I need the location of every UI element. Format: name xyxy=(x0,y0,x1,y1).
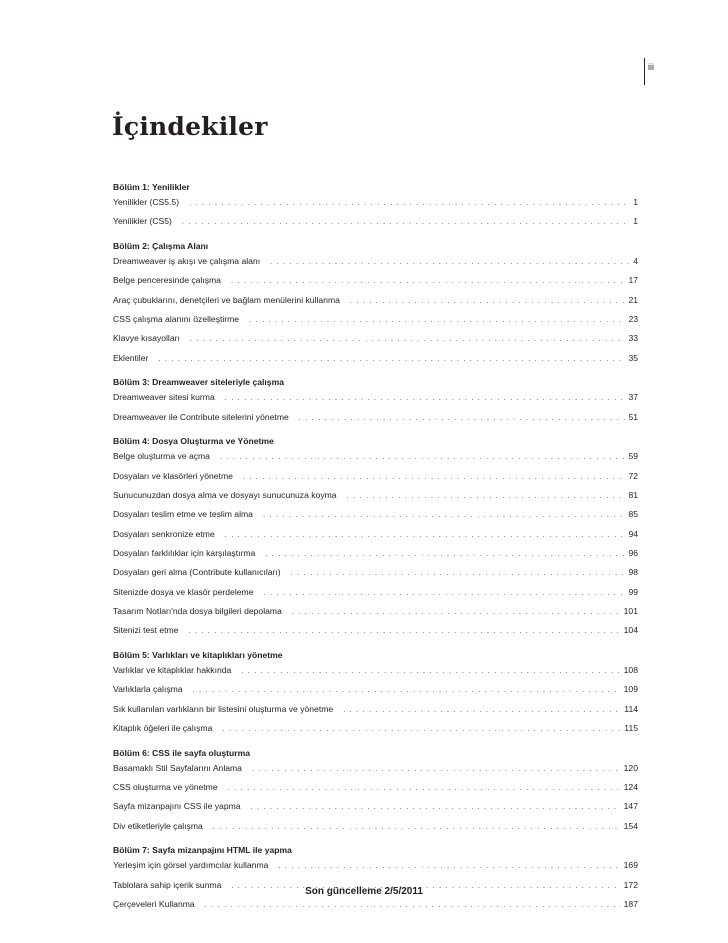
dot-leader xyxy=(292,603,621,622)
toc-entry[interactable] xyxy=(113,895,638,914)
toc-entry-label: Tasarım Notları'nda dosya bilgileri depolama xyxy=(113,605,282,616)
footer-last-updated: Son güncelleme 2/5/2011 xyxy=(305,886,423,897)
table-of-contents xyxy=(113,182,638,924)
toc-entry[interactable] xyxy=(113,856,638,875)
dot-leader xyxy=(343,701,621,720)
toc-entry-page-number: 72 xyxy=(628,470,638,481)
toc-entry-label: Yerleşim için görsel yardımcılar kullanma xyxy=(113,860,269,871)
toc-entry-label: Sunucunuzdan dosya alma ve dosyayı sunucunuza koyma xyxy=(113,490,337,501)
toc-entry-page-number: 94 xyxy=(628,528,638,539)
toc-entry-label: Dosyaları teslim etme ve teslim alma xyxy=(113,509,253,520)
toc-section xyxy=(113,845,638,914)
toc-entry[interactable] xyxy=(113,759,638,778)
toc-entry[interactable] xyxy=(113,447,638,466)
toc-entry-label: Dreamweaver ile Contribute sitelerini yönetme xyxy=(113,411,289,422)
toc-entry-label: Dosyaları farklılıklar için karşılaştırma xyxy=(113,547,256,558)
toc-entry-page-number: 4 xyxy=(633,256,638,267)
page-title: İçindekiler xyxy=(112,112,268,141)
dot-leader xyxy=(231,272,625,291)
toc-entry-page-number: 85 xyxy=(628,509,638,520)
toc-entry-page-number: 101 xyxy=(623,605,638,616)
toc-entry-label: Sitenizde dosya ve klasör perdeleme xyxy=(113,586,254,597)
toc-entry[interactable] xyxy=(113,291,638,310)
toc-entry[interactable] xyxy=(113,271,638,290)
toc-entry-page-number: 109 xyxy=(623,684,638,695)
toc-entry[interactable] xyxy=(113,525,638,544)
toc-section xyxy=(113,182,638,232)
dot-leader xyxy=(225,526,626,545)
dot-leader xyxy=(193,681,621,700)
toc-entry-label: CSS oluşturma ve yönetme xyxy=(113,781,218,792)
toc-entry-label: Sayfa mizanpajını CSS ile yapma xyxy=(113,801,241,812)
toc-entry-page-number: 187 xyxy=(623,898,638,909)
toc-entry-page-number: 154 xyxy=(623,820,638,831)
toc-entry[interactable] xyxy=(113,486,638,505)
dot-leader xyxy=(278,857,620,876)
toc-entry[interactable] xyxy=(113,544,638,563)
toc-entry-label: Basamaklı Stil Sayfalarını Anlama xyxy=(113,762,242,773)
toc-entry-page-number: 59 xyxy=(628,451,638,462)
header-rule xyxy=(644,58,645,85)
toc-section xyxy=(113,748,638,836)
dot-leader xyxy=(220,448,625,467)
toc-chapter-heading[interactable]: Bölüm 6: CSS ile sayfa oluşturma xyxy=(113,747,251,758)
dot-leader xyxy=(241,662,620,681)
toc-entry[interactable] xyxy=(113,408,638,427)
toc-entry[interactable] xyxy=(113,252,638,271)
toc-entry-page-number: 37 xyxy=(628,392,638,403)
toc-entry-page-number: 172 xyxy=(623,879,638,890)
toc-entry-label: Dreamweaver sitesi kurma xyxy=(113,392,215,403)
toc-entry[interactable] xyxy=(113,329,638,348)
toc-entry[interactable] xyxy=(113,700,638,719)
toc-entry[interactable] xyxy=(113,661,638,680)
toc-entry[interactable] xyxy=(113,680,638,699)
dot-leader xyxy=(350,292,626,311)
dot-leader xyxy=(182,213,630,232)
dot-leader xyxy=(243,468,626,487)
dot-leader xyxy=(190,330,626,349)
dot-leader xyxy=(270,253,630,272)
toc-entry-label: Sık kullanılan varlıkların bir listesini oluşturma ve yönetme xyxy=(113,703,334,714)
dot-leader xyxy=(225,389,626,408)
toc-entry-label: Dosyaları ve klasörleri yönetme xyxy=(113,470,233,481)
toc-entry-page-number: 1 xyxy=(633,197,638,207)
toc-section xyxy=(113,650,638,738)
dot-leader xyxy=(249,311,625,330)
toc-entry-page-number: 21 xyxy=(628,294,638,305)
toc-entry-page-number: 104 xyxy=(623,625,638,636)
toc-entry-page-number: 114 xyxy=(624,703,638,714)
dot-leader xyxy=(263,584,625,603)
toc-entry[interactable] xyxy=(113,797,638,816)
toc-entry[interactable] xyxy=(113,602,638,621)
toc-entry-page-number: 35 xyxy=(628,352,638,363)
toc-chapter-heading[interactable]: Bölüm 3: Dreamweaver siteleriyle çalışma xyxy=(113,377,285,388)
toc-entry-label: Araç çubuklarını, denetçileri ve bağlam menülerini kullanma xyxy=(113,294,340,305)
dot-leader xyxy=(251,798,621,817)
toc-entry[interactable] xyxy=(113,388,638,407)
toc-entry-page-number: 169 xyxy=(623,860,638,871)
toc-entry-page-number: 147 xyxy=(623,801,638,812)
toc-entry[interactable] xyxy=(113,212,638,231)
toc-entry-page-number: 1 xyxy=(633,216,638,227)
toc-section xyxy=(113,377,638,427)
dot-leader xyxy=(228,779,621,798)
dot-leader xyxy=(213,818,621,837)
toc-entry[interactable] xyxy=(113,349,638,368)
toc-section xyxy=(113,241,638,368)
toc-entry-page-number: 120 xyxy=(623,762,638,773)
dot-leader xyxy=(189,194,630,213)
toc-section xyxy=(113,436,638,640)
toc-entry[interactable] xyxy=(113,583,638,602)
toc-entry-label: Varlıklarla çalışma xyxy=(113,684,183,695)
toc-chapter-heading[interactable]: Bölüm 2: Çalışma Alanı xyxy=(113,241,209,252)
toc-entry-label: Yenilikler (CS5.5) xyxy=(113,197,180,207)
dot-leader xyxy=(265,545,625,564)
toc-entry-label: Dosyaları senkronize etme xyxy=(113,528,215,539)
dot-leader xyxy=(222,720,621,739)
toc-chapter-heading[interactable]: Bölüm 5: Varlıkları ve kitaplıkları yönetme xyxy=(113,649,283,660)
toc-chapter-heading[interactable]: Bölüm 7: Sayfa mizanpajını HTML ile yapma xyxy=(113,845,292,856)
toc-entry-page-number: 81 xyxy=(628,490,638,501)
toc-entry-page-number: 23 xyxy=(628,313,638,324)
toc-entry-label: Çerçeveleri Kullanma xyxy=(113,898,195,909)
toc-entry-page-number: 108 xyxy=(623,664,638,675)
toc-chapter-heading[interactable]: Bölüm 4: Dosya Oluşturma ve Yönetme xyxy=(113,436,274,447)
toc-entry-page-number: 99 xyxy=(628,586,638,597)
toc-entry-page-number: 51 xyxy=(628,411,638,422)
toc-entry-label: Eklentiler xyxy=(113,352,149,363)
toc-entry[interactable] xyxy=(113,778,638,797)
page-number: iii xyxy=(648,62,654,72)
toc-entry[interactable] xyxy=(113,563,638,582)
toc-entry-label: Dreamweaver iş akışı ve çalışma alanı xyxy=(113,256,261,267)
toc-entry-page-number: 33 xyxy=(628,333,638,344)
toc-entry-page-number: 96 xyxy=(628,547,638,558)
toc-entry-label: Belge penceresinde çalışma xyxy=(113,275,221,286)
toc-entry[interactable] xyxy=(113,719,638,738)
toc-entry-label: Tablolara sahip içerik sunma xyxy=(113,879,222,890)
toc-entry[interactable] xyxy=(113,310,638,329)
toc-entry-label: Dosyaları geri alma (Contribute kullanıcıları) xyxy=(113,567,281,578)
toc-entry-page-number: 124 xyxy=(623,781,638,792)
toc-entry-page-number: 98 xyxy=(628,567,638,578)
toc-chapter-heading[interactable]: Bölüm 1: Yenilikler xyxy=(113,182,190,192)
toc-entry-page-number: 17 xyxy=(628,275,638,286)
toc-entry[interactable] xyxy=(113,621,638,640)
toc-entry-label: Yenilikler (CS5) xyxy=(113,216,172,227)
toc-entry-label: Sitenizi test etme xyxy=(113,625,179,636)
dot-leader xyxy=(263,506,626,525)
toc-entry[interactable] xyxy=(113,505,638,524)
dot-leader xyxy=(205,896,621,915)
toc-entry-label: Kitaplık öğeleri ile çalışma xyxy=(113,722,213,733)
toc-entry-label: Klavye kısayolları xyxy=(113,333,180,344)
dot-leader xyxy=(158,350,625,369)
toc-entry-label: Varlıklar ve kitaplıklar hakkında xyxy=(113,664,232,675)
dot-leader xyxy=(252,760,621,779)
dot-leader xyxy=(291,564,626,583)
dot-leader xyxy=(188,622,620,641)
toc-entry[interactable] xyxy=(113,817,638,836)
dot-leader xyxy=(347,487,626,506)
toc-entry[interactable] xyxy=(113,467,638,486)
toc-entry-label: CSS çalışma alanını özelleştirme xyxy=(113,313,240,324)
toc-entry[interactable] xyxy=(113,193,638,212)
toc-entry-label: Belge oluşturma ve açma xyxy=(113,451,210,462)
toc-entry-label: Div etiketleriyle çalışma xyxy=(113,820,203,831)
dot-leader xyxy=(299,409,626,428)
toc-entry-page-number: 115 xyxy=(624,722,638,733)
